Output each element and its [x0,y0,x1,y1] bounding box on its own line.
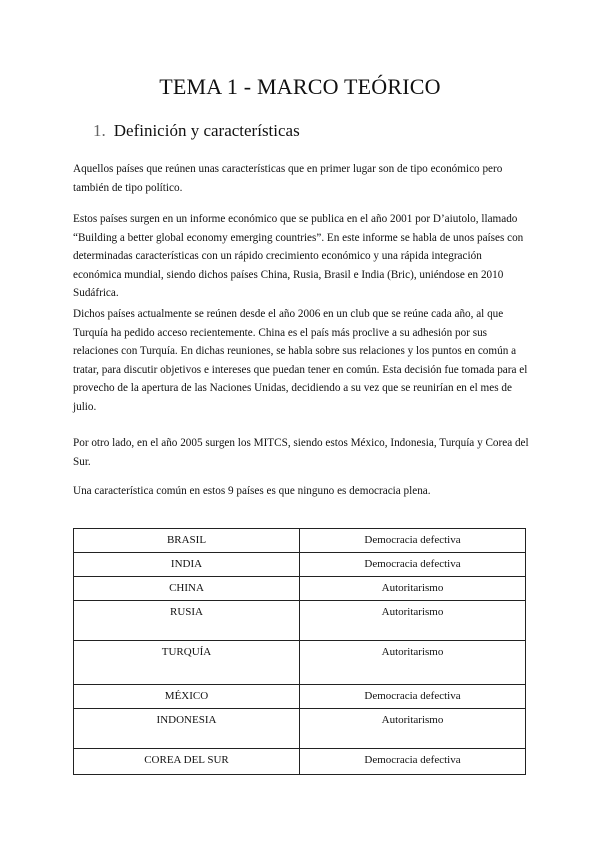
table-row [74,685,526,709]
table-row [74,749,526,775]
section-heading [93,121,300,141]
country-cell: RUSIA [74,601,300,641]
paragraph-1: Aquellos países que reúnen unas características que en primer lugar son de tipo económico pero también de tipo político. [73,163,503,194]
regime-cell: Autoritarismo [300,577,526,601]
table-row [74,641,526,685]
document-title: TEMA 1 - MARCO TEÓRICO [159,74,441,99]
country-cell: BRASIL [74,529,300,553]
regime-cell: Democracia defectiva [300,529,526,553]
regime-cell: Autoritarismo [300,641,526,685]
country-cell: INDIA [74,553,300,577]
section-number: 1. [93,121,106,140]
table-row [74,709,526,749]
paragraph-4: Por otro lado, en el año 2005 surgen los MITCS, siendo estos México, Indonesia, Turquía y Corea del Sur. [73,437,529,468]
regime-cell: Democracia defectiva [300,553,526,577]
paragraph-5: Una característica común en estos 9 países es que ninguno es democracia plena. [73,485,431,497]
paragraph-2: Estos países surgen en un informe económico que se publica en el año 2001 por D’aiutolo, llamado “Building a better global economy emerging countries”. En este informe se habla de unos países con determinadas características con un rápido crecimiento económico y una rápida integración económica mundial, siendo dichos países China, Rusia, Brasil e India (Bric), uniéndose en 2010 Sudáfrica. [73,213,524,300]
table-row [74,577,526,601]
countries-regime-table [73,528,526,775]
country-cell: COREA DEL SUR [74,749,300,775]
section-title: Definición y características [113,121,300,140]
regime-cell: Democracia defectiva [300,749,526,775]
country-cell: INDONESIA [74,709,300,749]
table-row [74,529,526,553]
country-cell: TURQUÍA [74,641,300,685]
country-cell: MÉXICO [74,685,300,709]
regime-cell: Democracia defectiva [300,685,526,709]
regime-cell: Autoritarismo [300,709,526,749]
country-cell: CHINA [74,577,300,601]
table-row [74,553,526,577]
regime-cell: Autoritarismo [300,601,526,641]
table-row [74,601,526,641]
paragraph-3: Dichos países actualmente se reúnen desde el año 2006 en un club que se reúne cada año, al que Turquía ha pedido acceso recientemente. China es el país más proclive a su adhesión por sus relaciones con Turquía. En dichas reuniones, se habla sobre sus relaciones y los puntos en común a tratar, para discutir objetivos e intereses que puedan tener en común. Esta decisión fue tomada para el provecho de la apertura de las Naciones Unidas, decidiendo a su vez que se reunirían en el mes de julio. [73,308,528,413]
